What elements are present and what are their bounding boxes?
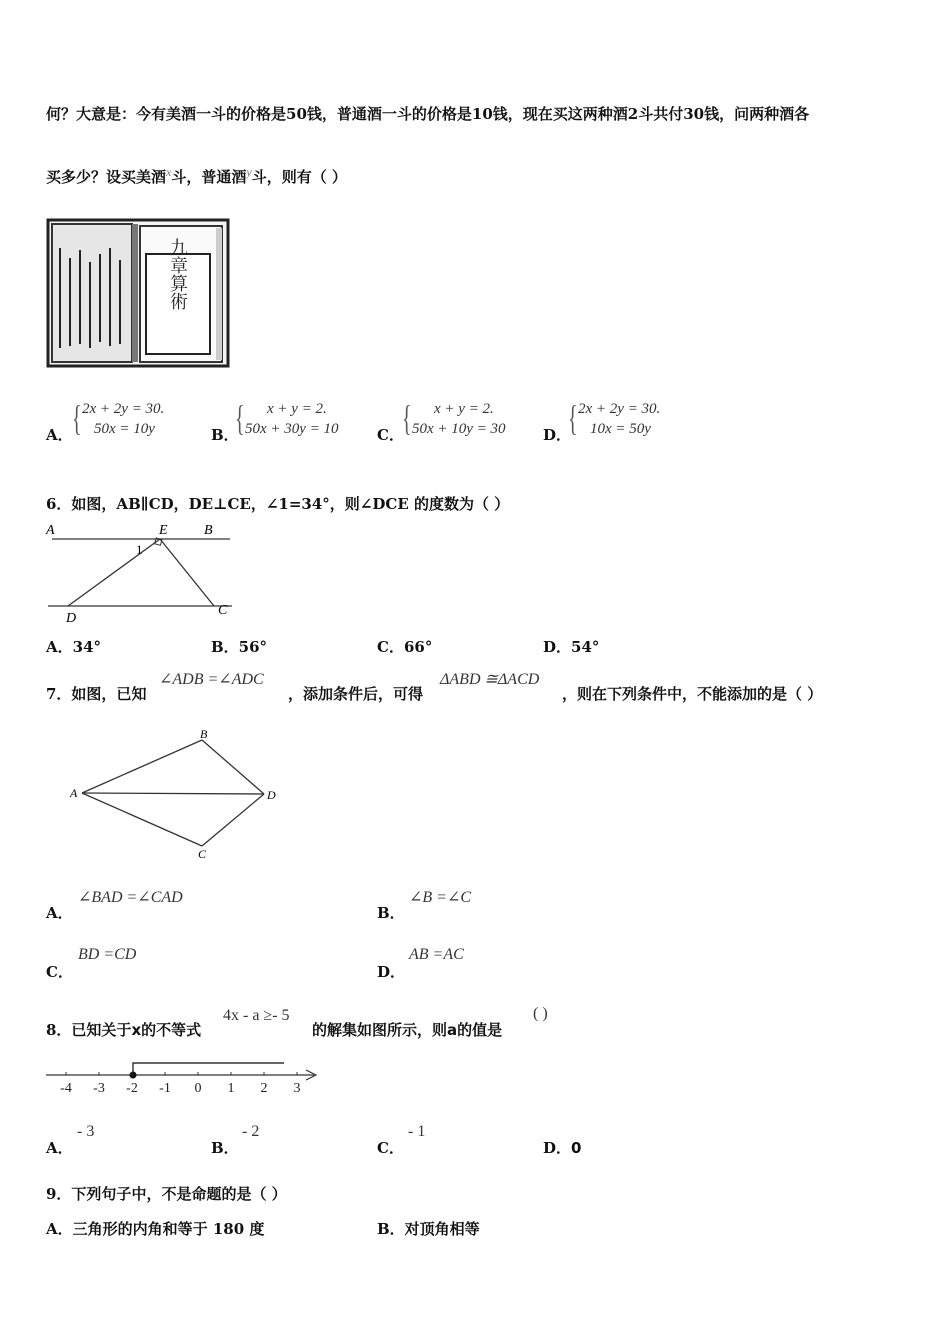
svg-text:B: B (204, 523, 213, 538)
q7-option-b-math: ∠B =∠C (409, 889, 472, 906)
book-title: 九章算術 (168, 238, 188, 310)
q8-option-d: D．0 (543, 1139, 582, 1157)
q5-option-b-label: B． (211, 426, 239, 444)
svg-text:C: C (218, 603, 228, 618)
q6-figure (44, 518, 236, 624)
svg-text:A: A (70, 786, 78, 800)
q9-stem: 9．下列句子中，不是命题的是（ ） (46, 1185, 287, 1203)
number-line-tick-label: -4 (60, 1081, 72, 1096)
q7-option-a-label: A． (46, 904, 73, 922)
q7-option-d-label: D． (377, 963, 406, 981)
q5-option-a-label: A． (46, 426, 73, 444)
q7-stem-a: 7．如图，已知 (46, 685, 147, 703)
var-y: y (246, 165, 252, 179)
q6-option-b: B．56° (211, 638, 268, 656)
q8-option-c-label: C． (377, 1139, 404, 1157)
svg-text:D: D (267, 788, 276, 802)
q6-option-d: D．54° (543, 638, 600, 656)
q7-condition-1: ∠ADB =∠ADC (159, 671, 264, 688)
number-line-tick-label: 3 (293, 1081, 301, 1096)
q8-stem: 8．已知关于x的不等式 (46, 1021, 202, 1039)
svg-text:1: 1 (136, 542, 143, 557)
q7-option-b-label: B． (377, 904, 405, 922)
q9-option-a: A．三角形的内角和等于 180 度 (46, 1220, 265, 1238)
q8-option-a-label: A． (46, 1139, 73, 1157)
q9-option-b: B．对顶角相等 (377, 1220, 480, 1238)
q7-option-c-math: BD =CD (78, 946, 137, 963)
number-line-tick-label: 2 (260, 1081, 268, 1096)
q5-line1: 何？大意是：今有美酒一斗的价格是50钱，普通酒一斗的价格是10钱，现在买这两种酒2斗共付30钱，问两种酒各 (46, 105, 810, 123)
q7-option-d-math: AB =AC (409, 946, 464, 963)
q8-option-a-value: - 3 (77, 1123, 95, 1140)
number-line (44, 1058, 322, 1098)
q6-stem: 6．如图，AB∥CD，DE⊥CE，∠1=34°，则∠DCE 的度数为（ ） (46, 495, 510, 513)
book-image (46, 218, 230, 368)
q7-option-c-label: C． (46, 963, 73, 981)
q8-inequality: 4x - a ≥- 5 (223, 1007, 290, 1024)
q8-option-b-label: B． (211, 1139, 239, 1157)
q8-option-c-value: - 1 (408, 1123, 426, 1140)
q5-option-d-label: D． (543, 426, 572, 444)
q8-stem-cont: 的解集如图所示，则a的值是 (312, 1021, 503, 1039)
number-line-tick-label: -1 (159, 1081, 171, 1096)
svg-text:B: B (200, 727, 208, 741)
number-line-tick-label: -3 (93, 1081, 105, 1096)
q6-option-a: A．34° (46, 638, 102, 656)
q7-option-a-math: ∠BAD =∠CAD (78, 889, 183, 906)
number-line-tick-label: 0 (194, 1081, 202, 1096)
number-line-tick-label: 1 (227, 1081, 235, 1096)
svg-text:C: C (198, 847, 207, 861)
svg-text:E: E (159, 523, 168, 538)
q5-line2: 买多少？设买美酒$^x$斗，普通酒$^y$斗，则有（ ） (46, 165, 347, 186)
q5-option-c-label: C． (377, 426, 404, 444)
q7-condition-2: ΔABD ≅ΔACD (440, 671, 540, 688)
number-line-tick-label: -2 (126, 1081, 138, 1096)
q7-figure (64, 724, 284, 864)
svg-text:D: D (66, 611, 77, 624)
q8-option-b-value: - 2 (242, 1123, 260, 1140)
svg-text:A: A (46, 523, 55, 538)
q6-option-c: C．66° (377, 638, 433, 656)
var-x: x (166, 165, 172, 179)
q7-stem-c: ，则在下列条件中，不能添加的是（ ） (562, 685, 823, 703)
q8-paren: ( ) (533, 1005, 548, 1022)
q7-stem-b: ，添加条件后，可得 (288, 685, 424, 703)
